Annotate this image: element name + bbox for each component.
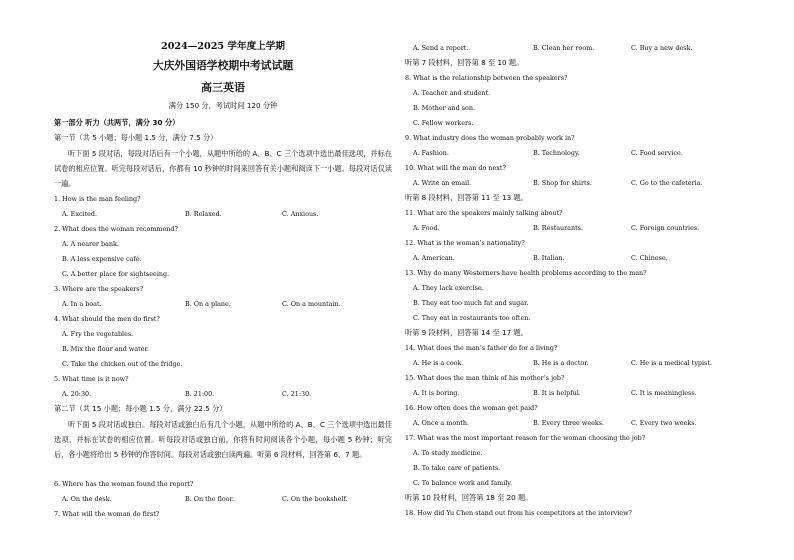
q4-option-a[interactable]: A. Fry the vegetables. [62, 330, 134, 338]
q4-stem: 4. What should the men do first? [54, 315, 160, 323]
q10-option-a[interactable]: A. Write an email. [413, 179, 472, 187]
q5-stem: 5. What time is it now? [54, 375, 129, 383]
q2-stem: 2. What does the woman recommend? [54, 225, 178, 233]
q2-option-a[interactable]: A. A nearer bank. [62, 240, 119, 248]
q10-stem: 10. What will the man do next? [405, 164, 506, 172]
q15-stem: 15. What does the man think of his mother’s job? [405, 374, 565, 382]
q6-option-a[interactable]: A. On the desk. [62, 495, 112, 503]
q13-option-c[interactable]: C. They eat in restaurants too often. [413, 314, 531, 322]
q1-stem: 1. How is the man feeling? [54, 195, 141, 203]
q16-option-a[interactable]: A. Once a month. [413, 419, 470, 427]
q14-option-c[interactable]: C. He is a medical typist. [631, 359, 712, 367]
q4-option-b[interactable]: B. Mix the flour and water. [62, 345, 149, 353]
q16-option-b[interactable]: B. Every three weeks. [533, 419, 605, 427]
section1-title: 第一节（共 5 小题；每小题 1.5 分，满分 7.5 分） [54, 133, 218, 142]
q16-option-c[interactable]: C. Every two weeks. [631, 419, 697, 427]
q13-option-b[interactable]: B. They eat too much fat and sugar. [413, 299, 529, 307]
q11-stem: 11. What are the speakers mainly talking about? [405, 209, 563, 217]
q14-option-a[interactable]: A. He is a cook. [413, 359, 464, 367]
q1-option-c[interactable]: C. Anxious. [282, 210, 319, 218]
q17-stem: 17. What was the most important reason for the woman choosing the job? [405, 434, 646, 442]
q8-stem: 8. What is the relationship between the speakers? [405, 74, 568, 82]
q9-stem: 9. What industry does the woman probably work in? [405, 134, 575, 142]
q5-option-c[interactable]: C. 21:30. [282, 390, 312, 398]
q8-option-b[interactable]: B. Mother and son. [413, 104, 476, 112]
section2-title: 第二节（共 15 小题；每小题 1.5 分，满分 22.5 分） [54, 404, 227, 413]
listen-instruction-9: 听第 9 段材料，回答第 14 至 17 题。 [405, 328, 528, 337]
listen-instruction-10: 听第 10 段材料，回答第 18 至 20 题。 [405, 493, 533, 502]
q12-option-b[interactable]: B. Italian. [533, 254, 565, 262]
q3-stem: 3. Where are the speakers? [54, 285, 144, 293]
q11-option-b[interactable]: B. Restaurants. [533, 224, 583, 232]
q7-stem: 7. What will the woman do first? [54, 510, 160, 518]
q13-stem: 13. Why do many Westerners have health problems according to the man? [405, 269, 647, 277]
q5-option-a[interactable]: A. 20:30. [62, 390, 92, 398]
q16-stem: 16. How often does the woman get paid? [405, 404, 538, 412]
q12-stem: 12. What is the woman’s nationality? [405, 239, 525, 247]
q2-option-b[interactable]: B. A less expensive café. [62, 255, 142, 263]
q1-option-b[interactable]: B. Relaxed. [185, 210, 222, 218]
q11-option-c[interactable]: C. Foreign countries. [631, 224, 700, 232]
q14-option-b[interactable]: B. He is a doctor. [533, 359, 589, 367]
q3-option-c[interactable]: C. On a mountain. [282, 300, 341, 308]
q17-option-a[interactable]: A. To study medicine. [413, 449, 483, 457]
section2-instructions: 听下面 5 段对话或独白。每段对话或独白后有几个小题，从题中所给的 A、B、C 三个选项中选出最佳选项，并标在试卷的相应位置。听每段对话或独白前，你将有时间阅读各个小题，每小题 5 秒钟；听完后，各小题将给出 5 秒钟的作答时间。每段对话或独白读两遍。听第 6 段材料，回答第 6、7 题。 [54, 420, 392, 459]
q12-option-a[interactable]: A. American. [413, 254, 455, 262]
q3-option-b[interactable]: B. On a plane. [185, 300, 231, 308]
q17-option-b[interactable]: B. To take care of patients. [413, 464, 501, 472]
q15-option-b[interactable]: B. It is helpful. [533, 389, 581, 397]
q11-option-a[interactable]: A. Food. [413, 224, 440, 232]
q6-option-c[interactable]: C. On the bookshelf. [282, 495, 348, 503]
listen-instruction-7: 听第 7 段材料，回答第 8 至 10 题。 [405, 58, 524, 67]
q1-option-a[interactable]: A. Excited. [62, 210, 98, 218]
q2-option-c[interactable]: C. A better place for sightseeing. [62, 270, 170, 278]
section1-instructions: 听下面 5 段对话，每段对话后有一个小题，从题中所给的 A、B、C 三个选项中选出最佳选项，并标在试卷的相应位置。听完每段对话后，你都有 10 秒钟的时间来回答有关小题和阅读下一小题。每段对话仅读一遍。 [54, 149, 392, 188]
q3-option-a[interactable]: A. In a boat. [62, 300, 102, 308]
q7-option-a[interactable]: A. Send a report. [413, 44, 469, 52]
q14-stem: 14. What does the man’s father do for a living? [405, 344, 558, 352]
q8-option-c[interactable]: C. Fellow workers. [413, 119, 474, 127]
q4-option-c[interactable]: C. Take the chicken out of the fridge. [62, 360, 183, 368]
school-year-title: 2024—2025 学年度上学期 [161, 41, 285, 52]
q5-option-b[interactable]: B. 21:00. [185, 390, 215, 398]
q6-stem: 6. Where has the woman found the report? [54, 480, 194, 488]
q12-option-c[interactable]: C. Chinese. [631, 254, 668, 262]
q7-option-b[interactable]: B. Clean her room. [533, 44, 595, 52]
q13-option-a[interactable]: A. They lack exercise. [413, 284, 484, 292]
subject-title: 高三英语 [201, 81, 245, 94]
q10-option-c[interactable]: C. Go to the cafeteria. [631, 179, 703, 187]
q7-option-c[interactable]: C. Buy a new desk. [631, 44, 693, 52]
score-time-info: 满分 150 分，考试时间 120 分钟 [168, 101, 278, 110]
q9-option-c[interactable]: C. Food service. [631, 149, 683, 157]
q6-option-b[interactable]: B. On the floor. [185, 495, 234, 503]
listen-instruction-8: 听第 8 段材料，回答第 11 至 13 题。 [405, 193, 528, 202]
q15-option-a[interactable]: A. It is boring. [413, 389, 460, 397]
q15-option-c[interactable]: C. It is meaningless. [631, 389, 697, 397]
part1-title: 第一部分 听力（共两节，满分 30 分） [54, 118, 180, 127]
q10-option-b[interactable]: B. Shop for shirts. [533, 179, 592, 187]
q8-option-a[interactable]: A. Teacher and student. [413, 89, 491, 97]
q9-option-a[interactable]: A. Fashion. [413, 149, 449, 157]
exam-title: 大庆外国语学校期中考试试题 [152, 59, 294, 72]
q18-stem: 18. How did Yu Chen stand out from his competitors at the interview? [405, 509, 632, 517]
q9-option-b[interactable]: B. Technology. [533, 149, 580, 157]
q17-option-c[interactable]: C. To balance work and family. [413, 479, 513, 487]
